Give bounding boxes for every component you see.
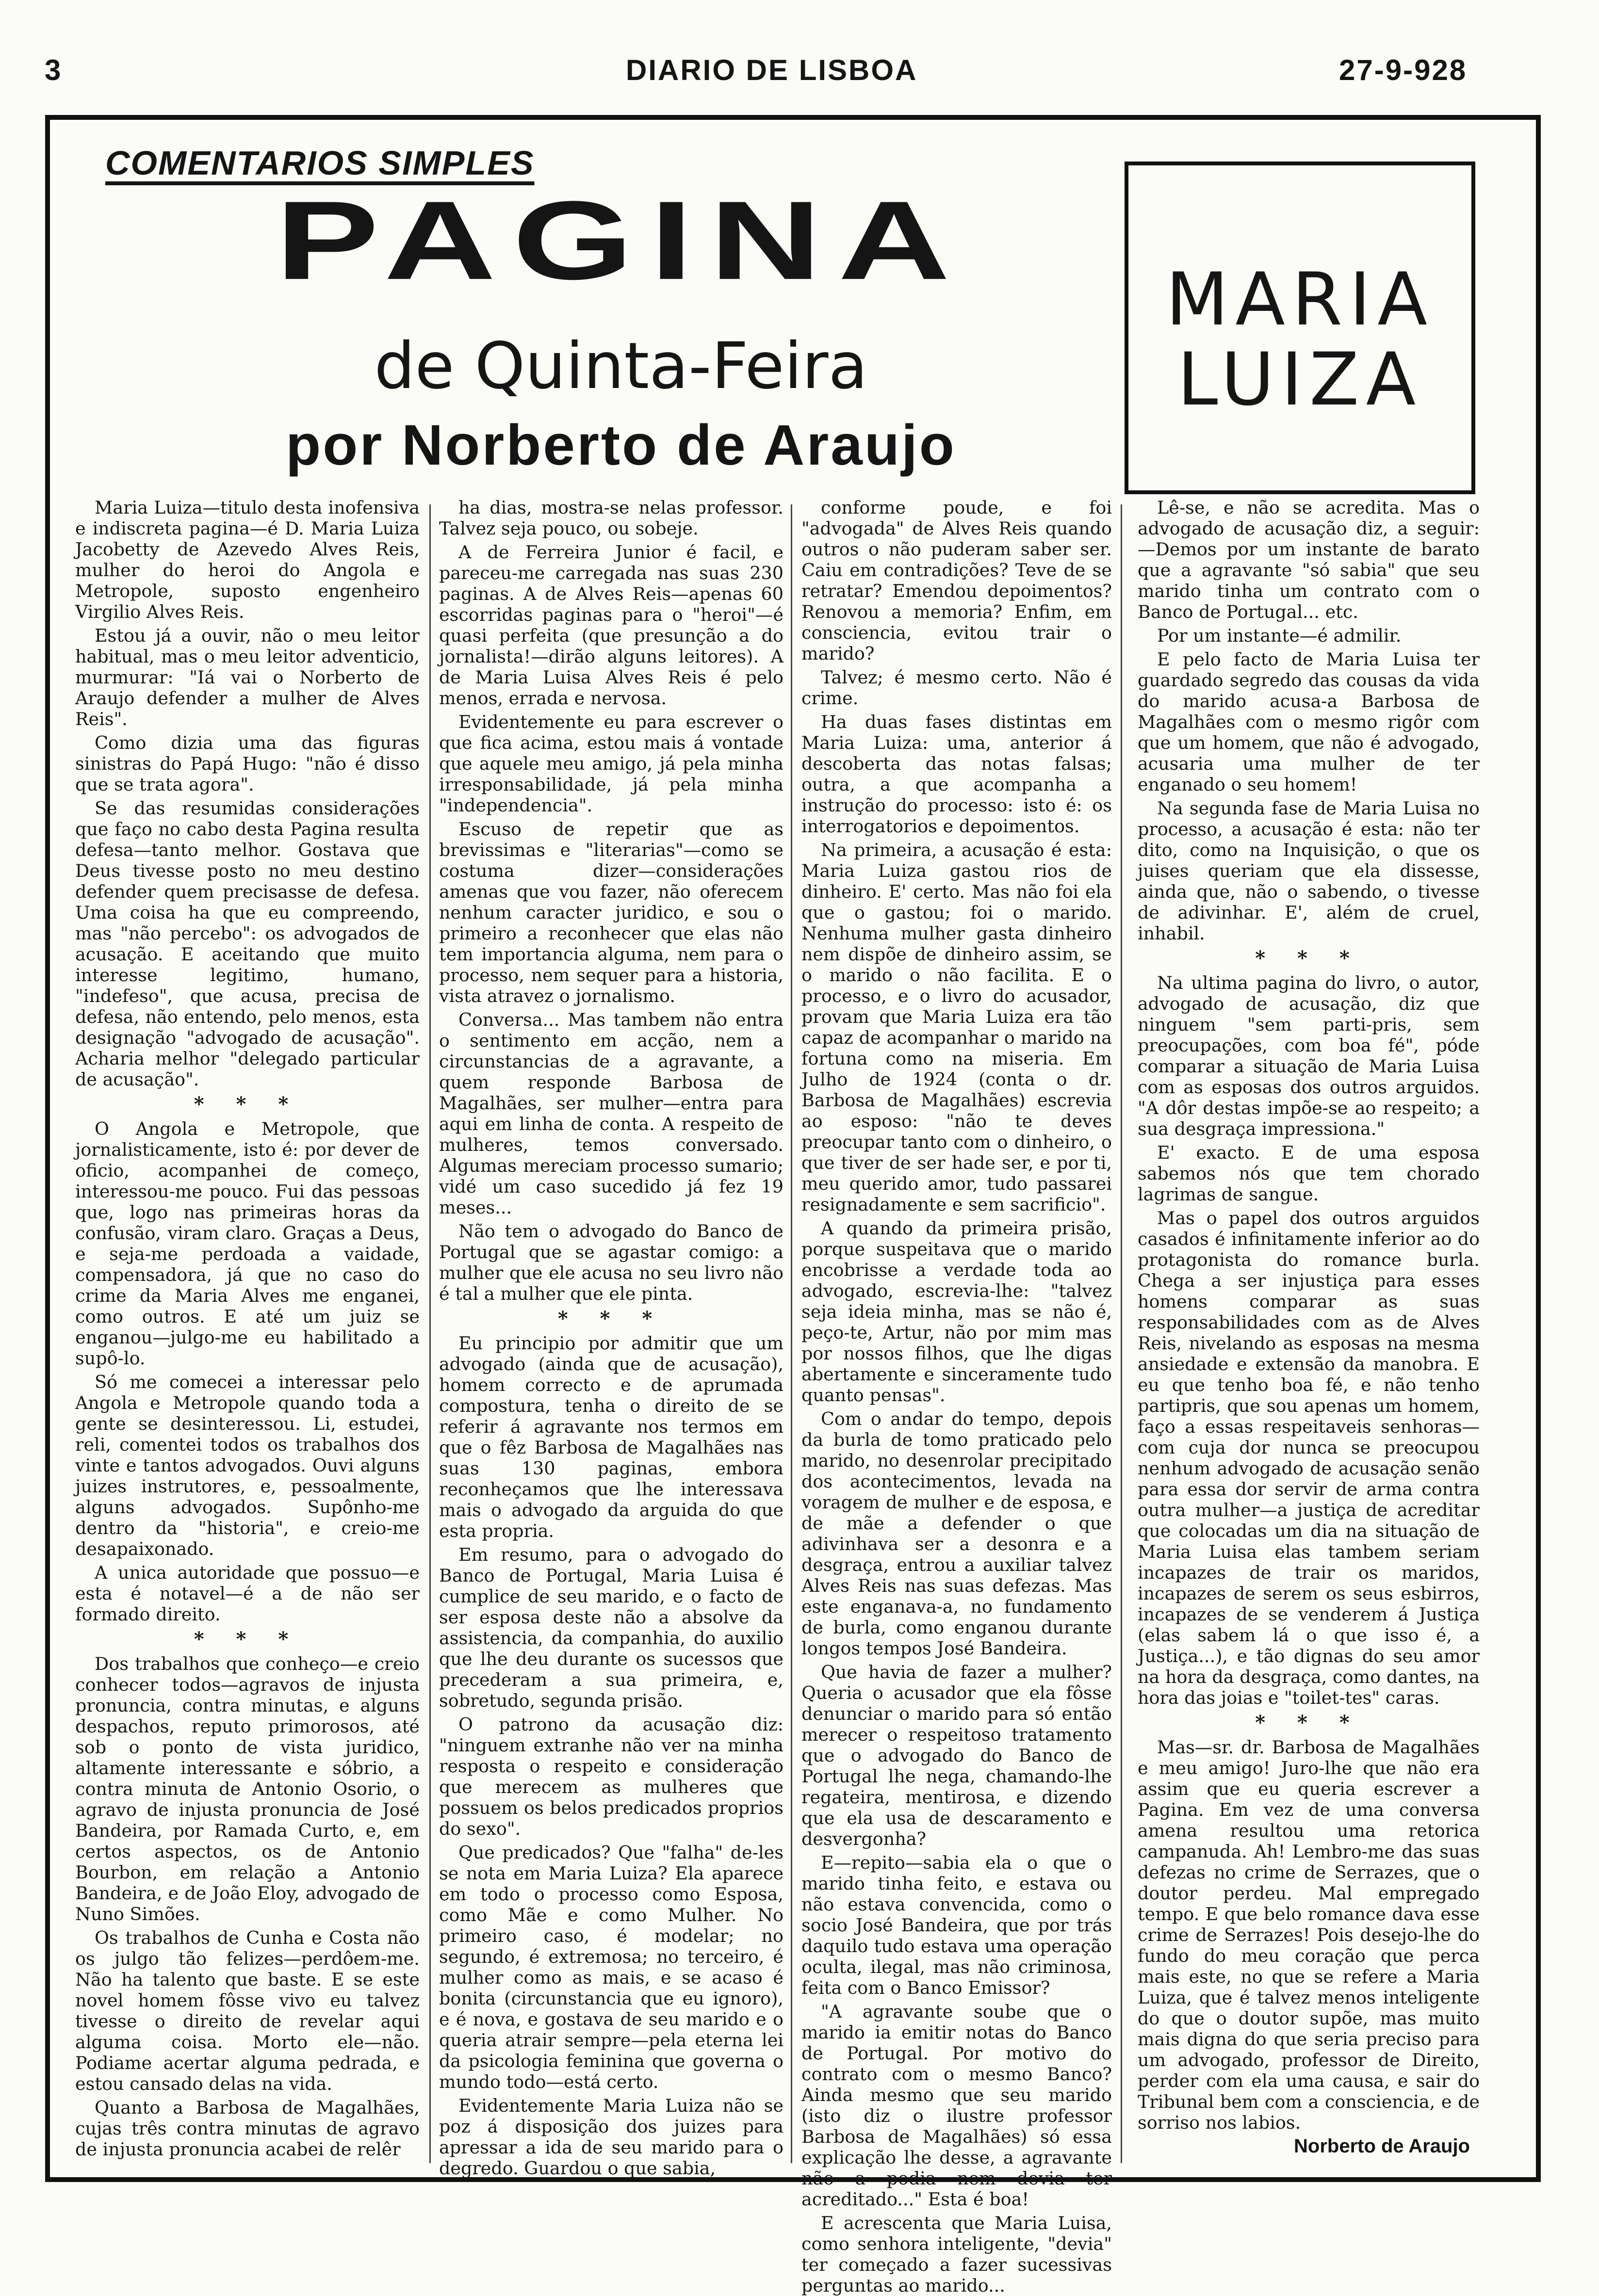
article-paragraph: conforme poude, e foi "advogada" de Alves Reis quando outros o não puderam saber ser. Caiu em contradições? Teve de se retratar? Emendou depoimentos? Renovou a memoria? Enfim, em consciencia, evitou trair o marido? xyxy=(801,497,1112,664)
page-number: 3 xyxy=(45,54,63,86)
headline: PAGINA xyxy=(275,178,967,303)
article-paragraph: A unica autoridade que possuo—e esta é notavel—é a de não ser formado direito. xyxy=(75,1562,420,1625)
article-paragraph: Na ultima pagina do livro, o autor, advogado de acusação, diz que ninguem "sem parti-pris, sem preocupações, com boa fé", póde comparar a situação de Maria Luisa com as esposas dos outros arguidos. "A dôr destas impõe-se ao respeito; a sua desgraça impressiona." xyxy=(1138,972,1480,1139)
article-paragraph: "A agravante soube que o marido ia emitir notas do Banco de Portugal. Por motivo do contrato com o mesmo Banco? Ainda mesmo que seu marido (isto diz o ilustre professor Barbosa de Magalhães) só essa explicação lhe desse, a agravante não a podia nem devia ter acreditado..." Esta é boa! xyxy=(801,2001,1112,2210)
section-separator: * * * xyxy=(1255,947,1362,970)
column-rule xyxy=(1121,504,1122,2163)
article-paragraph: Ha duas fases distintas em Maria Luiza: uma, anterior á descoberta das notas falsas; outra, a que acompanha a instrução do processo: isto é: os interrogatorios e depoimentos. xyxy=(801,711,1112,837)
column-rule xyxy=(791,504,792,2163)
article-paragraph: Lê-se, e não se acredita. Mas o advogado de acusação diz, a seguir: —Demos por um instante de barato que a agravante "só sabia" que seu marido tinha um contrato com o Banco de Portugal... etc. xyxy=(1138,497,1480,622)
article-paragraph: Evidentemente eu para escrever o que fica acima, estou mais á vontade que aquele meu amigo, já pela minha irresponsabilidade, já pela minha "independencia". xyxy=(439,711,783,816)
article-paragraph: A de Ferreira Junior é facil, e pareceu-me carregada nas suas 230 paginas. A de Alves Reis—apenas 60 escorridas paginas para o "heroi"—é quasi perfeita (que presunção a do jornalista!—dirão alguns leitores). A de Maria Luisa Alves Reis é pelo menos, errada e nervosa. xyxy=(439,542,783,709)
article-paragraph: Se das resumidas considerações que faço no cabo desta Pagina resulta defesa—tanto melhor. Gostava que Deus tivesse posto no meu destino defender quem precisasse de defesa. Uma coisa ha que eu compreendo, mas "não percebo": os advogados de acusação. E aceitando que muito interesse legitimo, humano, "indefeso", que acusa, precisa de defesa, não entendo, pelo menos, esta designação "advogado de acusação". Acharia melhor "delegado particular de acusação". xyxy=(75,798,420,1090)
article-paragraph: E pelo facto de Maria Luisa ter guardado segredo das cousas da vida do marido acusa-a Barbosa de Magalhães com o mesmo rigôr com que um homem, que não é advogado, acusaria uma mulher de ter enganado o seu homem! xyxy=(1138,649,1480,795)
article-paragraph: Maria Luiza—titulo desta inofensiva e indiscreta pagina—é D. Maria Luiza Jacobetty de Azevedo Alves Reis, mulher do heroi do Angola e Metropole, suposto engenheiro Virgilio Alves Reis. xyxy=(75,497,420,622)
subheadline: de Quinta-Feira xyxy=(374,329,868,404)
title-box xyxy=(1125,162,1475,494)
section-kicker: COMENTARIOS SIMPLES xyxy=(105,144,535,182)
article-paragraph: Na segunda fase de Maria Luisa no processo, a acusação é esta: não ter dito, como na Inquisição, o que os juises queriam que ela dissesse, ainda que, não o sabendo, o tivesse de adivinhar. E', além de cruel, inhabil. xyxy=(1138,798,1480,944)
article-paragraph: A quando da primeira prisão, porque suspeitava que o marido encobrisse a verdade toda ao advogado, escrevia-lhe: "talvez seja ideia minha, mas se não é, peço-te, Artur, não por mim mas por nossos filhos, que lhe digas abertamente e sinceramente tudo quanto pensas". xyxy=(801,1218,1112,1406)
article-paragraph: Estou já a ouvir, não o meu leitor habitual, mas o meu leitor adventicio, murmurar: "Iá vai o Norberto de Araujo defender a mulher de Alves Reis". xyxy=(75,625,420,729)
section-separator: * * * xyxy=(557,1307,665,1330)
article-paragraph: E' exacto. E de uma esposa sabemos nós que tem chorado lagrimas de sangue. xyxy=(1138,1142,1480,1205)
section-separator: * * * xyxy=(1255,1711,1362,1734)
article-paragraph: Conversa... Mas tambem não entra o sentimento em acção, nem a circunstancias de a agravante, a quem responde Barbosa de Magalhães, ser mulher—entra para aqui em linha de conta. A respeito de mulheres, temos conversado. Algumas mereciam processo sumario; vidé um caso sucedido já fez 19 meses... xyxy=(439,1009,783,1218)
article-column-2 xyxy=(439,497,783,2179)
article-paragraph: Mas o papel dos outros arguidos casados é infinitamente inferior ao do protagonista do romance burla. Chega a ser injustiça para esses homens comparar as suas responsabilidades com as de Alves Reis, nivelando as esposas na mesma ansiedade e extensão da manobra. E eu que tenho boa fé, e não tenho partipris, que sou apenas um homem, faço a essas respeitaveis senhoras—com cuja dor nunca se preocupou nenhum advogado de acusação senão para essa dor servir de arma contra outra mulher—a justiça de acreditar que colocadas um dia na situação de Maria Luisa elas tambem seriam incapazes de trair os maridos, incapazes de serem os seus esbirros, incapazes de se venderem á Justiça (elas sabem lá o que isso é, a Justiça...), e tão dignas do seu amor na hora da desgraça, como dantes, na hora das joias e "toilet-tes" caras. xyxy=(1138,1208,1480,1708)
article-paragraph: Com o andar do tempo, depois da burla de tomo praticado pelo marido, no desenrolar precipitado dos acontecimentos, levada na voragem de mulher e de esposa, e de mãe a defender o que adivinhava ser a desonra e a desgraça, entrou a auxiliar talvez Alves Reis nas suas defezas. Mas este enganava-a, no fundamento de burla, como enganou durante longos tempos José Bandeira. xyxy=(801,1408,1112,1659)
article-paragraph: E—repito—sabia ela o que o marido tinha feito, e estava ou não estava convencida, como o socio José Bandeira, que por trás daquilo tudo estava uma operação oculta, ilegal, mas não criminosa, feita com o Banco Emissor? xyxy=(801,1852,1112,1998)
issue-date: 27-9-928 xyxy=(1339,54,1468,86)
article-column-1 xyxy=(75,497,420,2160)
article-paragraph: Escuso de repetir que as brevissimas e "literarias"—como se costuma dizer—considerações amenas que vou fazer, não oferecem nenhum caracter juridico, e sou o primeiro a reconhecer que elas não tem importancia alguma, nem para o processo, nem sequer para a historia, vista atravez o jornalismo. xyxy=(439,819,783,1006)
article-paragraph: Mas—sr. dr. Barbosa de Magalhães e meu amigo! Juro-lhe que não era assim que eu queria escrever a Pagina. Em vez de uma conversa amena resultou uma retorica campanuda. Ah! Lembro-me das suas defezas no crime de Serrazes, que o doutor perdeu. Mal empregado tempo. E que belo romance dava esse crime de Serrazes! Pois desejo-lhe do fundo do meu coração que perca mais este, no que se refere a Maria Luiza, que é talvez menos inteligente do que o doutor supõe, mas muito mais digna do que seria preciso para um advogado, professor de Direito, perder com ela uma causa, e sair do Tribunal bem com a consciencia, e de sorriso nos labios. xyxy=(1138,1737,1480,2133)
section-separator: * * * xyxy=(194,1093,301,1116)
article-column-4 xyxy=(1138,497,1480,2156)
article-paragraph: Como dizia uma das figuras sinistras do Papá Hugo: "não é disso que se trata agora". xyxy=(75,732,420,795)
article-paragraph: Talvez; é mesmo certo. Não é crime. xyxy=(801,667,1112,709)
article-paragraph: O patrono da acusação diz: "ninguem extranhe não ver na minha resposta o respeito e consideração que merecem as mulheres que possuem os belos predicados proprios do sexo". xyxy=(439,1714,783,1839)
article-paragraph: Não tem o advogado do Banco de Portugal que se agastar comigo: a mulher que ele acusa no seu livro não é tal a mulher que ele pinta. xyxy=(439,1221,783,1304)
article-column-3 xyxy=(801,497,1112,2296)
article-paragraph: Por um instante—é admilir. xyxy=(1157,625,1402,646)
box-title: MARIA LUIZA xyxy=(1165,258,1435,422)
newspaper-name: DIARIO DE LISBOA xyxy=(626,54,918,86)
article-paragraph: Que predicados? Que "falha" de-les se nota em Maria Luiza? Ela aparece em todo o processo como Esposa, como Mãe e como Mulher. No primeiro caso, é modelar; no segundo, é extremosa; no terceiro, é mulher como as mais, e se acaso é bonita (circunstancia que eu ignoro), e é nova, e gostava de seu marido e o queria atrair sempre—pela eterna lei da psicologia feminina que governa o mundo todo—está certo. xyxy=(439,1842,783,2092)
article-paragraph: O Angola e Metropole, que jornalisticamente, isto é: por dever de oficio, acompanhei de começo, interessou-me pouco. Fui das pessoas que, logo nas primeiras horas da confusão, viram claro. Graças a Deus, e seja-me perdoada a vaidade, compensadora, já que no caso do crime da Maria Alves me enganei, como outros. E até um juiz se enganou—julgo-me eu habilitado a supô-lo. xyxy=(75,1118,420,1369)
article-paragraph: E acrescenta que Maria Luisa, como senhora inteligente, "devia" ter começado a fazer sucessivas perguntas ao marido... xyxy=(801,2213,1112,2296)
article-paragraph: Em resumo, para o advogado do Banco de Portugal, Maria Luisa é cumplice de seu marido, e o facto de ser esposa deste não a absolve da assistencia, da companhia, do auxilio que lhe deu durante os sucessos que precederam a sua primeira, e, sobretudo, segunda prisão. xyxy=(439,1544,783,1711)
author-signature: Norberto de Araujo xyxy=(1294,2135,1470,2157)
article-paragraph: Que havia de fazer a mulher? Queria o acusador que ela fôsse denunciar o marido para só então merecer o respeitoso tratamento que o advogado do Banco de Portugal lhe nega, chamando-lhe regateira, mentirosa, e dizendo que ela usa de descaramento e desvergonha? xyxy=(801,1662,1112,1849)
article-paragraph: Na primeira, a acusação é esta: Maria Luiza gastou rios de dinheiro. E' certo. Mas não foi ela que o gastou; foi o marido. Nenhuma mulher gasta dinheiro nem dispõe de dinheiro assim, se o marido o não facilita. E o processo, e o livro do acusador, provam que Maria Luiza era tão capaz de acompanhar o marido na fortuna como na miseria. Em Julho de 1924 (conta o dr. Barbosa de Magalhães) escrevia ao esposo: "não te deves preocupar tanto com o dinheiro, o que tiver de ser hade ser, e por ti, meu querido amor, tudo passarei resignadamente e sem sacrificio". xyxy=(801,840,1112,1215)
article-paragraph: Evidentemente Maria Luiza não se poz á disposição dos juizes para apressar a ida de seu marido para o degredo. Guardou o que sabia, xyxy=(439,2095,783,2179)
article-paragraph: Dos trabalhos que conheço—e creio conhecer todos—agravos de injusta pronuncia, contra minutas, e alguns despachos, reputo primorosos, até sob o ponto de vista juridico, altamente interessante e sóbrio, a contra minuta de Antonio Osorio, o agravo de injusta pronuncia de José Bandeira, por Ramada Curto, e, em certos aspectos, os de Antonio Bourbon, em relação a Antonio Bandeira, e de João Eloy, advogado de Nuno Simões. xyxy=(75,1653,420,1924)
article-paragraph: Quanto a Barbosa de Magalhães, cujas três contra minutas de agravo de injusta pronuncia acabei de relêr xyxy=(75,2097,420,2160)
section-separator: * * * xyxy=(194,1628,301,1650)
article-paragraph: Os trabalhos de Cunha e Costa não os julgo tão felizes—perdôem-me. Não ha talento que baste. E se este novel homem fôsse vivo eu talvez tivesse o direito de revelar aqui alguma coisa. Morto ele—não. Podiame acertar alguma pedrada, e estou cansado delas na vida. xyxy=(75,1927,420,2094)
article-paragraph: Só me comecei a interessar pelo Angola e Metropole quando toda a gente se desinteressou. Li, estudei, reli, comentei todos os trabalhos dos vinte e tantos advogados. Ouvi alguns juizes instrutores, e, pessoalmente, alguns advogados. Supônho-me dentro da "historia", e creio-me desapaixonado. xyxy=(75,1372,420,1559)
article-paragraph: Eu principio por admitir que um advogado (ainda que de acusação), homem correcto e de aprumada compostura, tenha o direito de se referir á agravante nos termos em que o fêz Barbosa de Magalhães nas suas 130 paginas, embora reconheçamos que lhe interessava mais o advogado da arguida do que esta propria. xyxy=(439,1333,783,1541)
article-paragraph: ha dias, mostra-se nelas professor. Talvez seja pouco, ou sobeje. xyxy=(439,497,783,539)
byline: por Norberto de Araujo xyxy=(286,413,956,477)
column-rule xyxy=(429,504,431,2163)
